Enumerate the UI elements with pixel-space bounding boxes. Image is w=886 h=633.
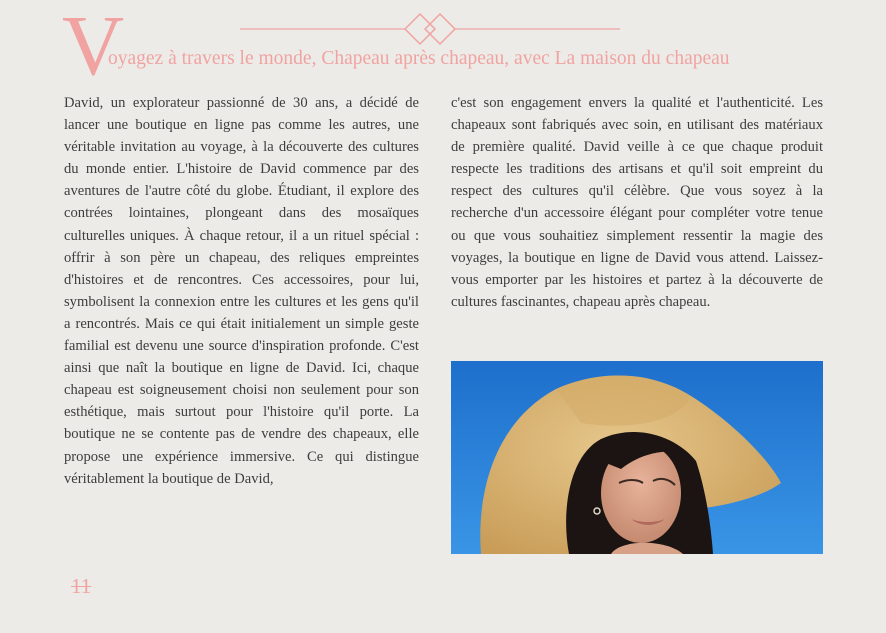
article-column-right: c'est son engagement envers la qualité et l'authenticité. Les chapeaux sont fabriqués avec soin, en utilisant des matériaux de première qualité. David veille à ce que chaque produit respecte les traditions des artisans et qu'il soit empreint du respect des cultures qu'il célèbre. Que vous soyez à la recherche d'un accessoire élégant pour compléter votre tenue ou que vous souhaitiez simplement ressentir la magie des voyages, la boutique en ligne de David vous attend. Laissez-vous emporter par les histoires et partez à la découverte de cultures fascinantes, chapeau après chapeau. <box>451 95 823 310</box>
page-number: 11 <box>71 574 92 598</box>
article-column-left: David, un explorateur passionné de 30 ans, a décidé de lancer une boutique en ligne pas comme les autres, une véritable invitation au voyage, à la découverte des cultures du monde entier. L'histoire de David commence par des aventures de l'autre côté du globe. Étudiant, il explore des contrées lointaines, plongeant dans des mosaïques culturelles uniques. À chaque retour, il a un rituel spécial : offrir à son père un chapeau, des reliques empreintes d'histoires et de rencontres. Ces accessoires, pour lui, symbolisent la connexion entre les cultures et les gens qu'il a rencontrés. Mais ce qui était initialement un simple geste familial est devenu une source d'inspiration profonde. C'est ainsi que naît la boutique en ligne de David. Ici, chaque chapeau est soigneusement choisi non seulement pour son esthétique, mais surtout pour l'histoire qu'il porte. La boutique ne se contente pas de vendre des chapeaux, elle propose une expérience immersive. Ce qui distingue véritablement la boutique de David, <box>64 95 419 487</box>
article-headline: oyagez à travers le monde, Chapeau après chapeau, avec La maison du chapeau <box>108 48 730 69</box>
woman-straw-hat-photo <box>451 361 823 554</box>
drop-cap-letter: V <box>62 0 125 93</box>
heading-diamond-ornament <box>240 11 620 47</box>
